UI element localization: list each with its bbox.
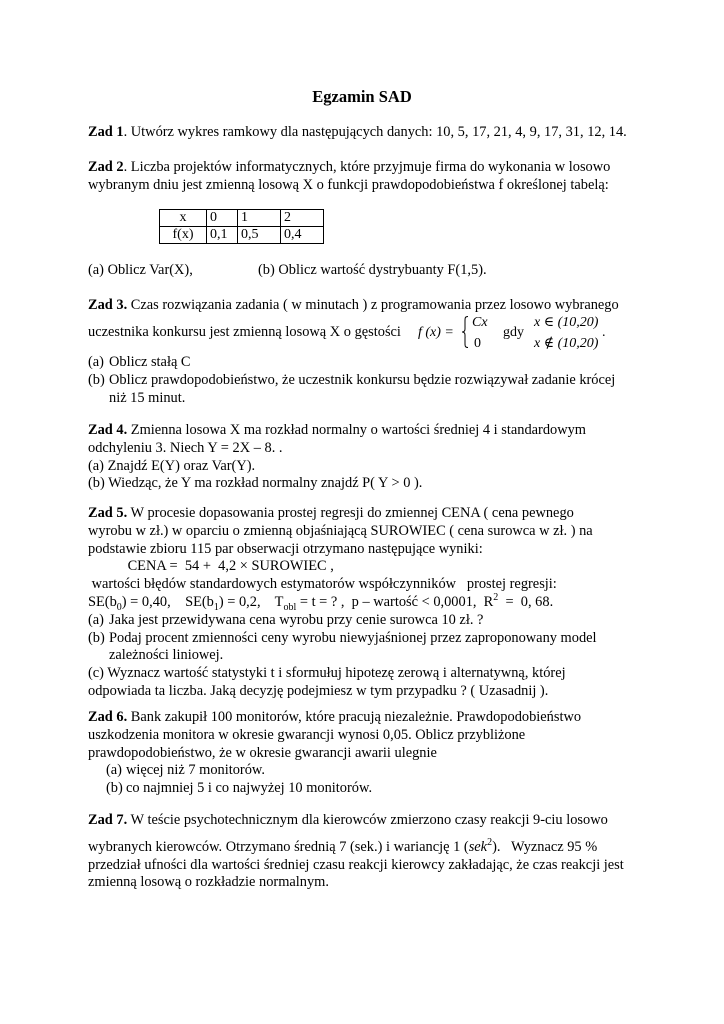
task-6-question-a: więcej niż 7 monitorów. [126, 762, 265, 779]
task-7-line-4: zmienną losową o rozkładzie normalnym. [88, 874, 329, 891]
task-7-line-3: przedział ufności dla wartości średniej czasu reakcji kierowcy zakładając, że czas reakcji jest [88, 856, 624, 873]
task-2-question-b: (b) Oblicz wartość dystrybuanty F(1,5). [258, 262, 487, 278]
task-6-line-3: prawdopodobieństwo, że w okresie gwarancji awarii ulegnie [88, 744, 437, 761]
task-6-line-2: uszkodzenia monitora w okresie gwarancji wynosi 0,05. Oblicz przybliżone [88, 726, 526, 743]
task-5-line-5: wartości błędów standardowych estymatorów współczynników prostej regresji: [88, 576, 557, 593]
task-3-question-a: Oblicz stałą C [109, 354, 191, 370]
task-4 [88, 422, 648, 493]
task-3 [88, 297, 648, 315]
task-3-label: Zad 3. [88, 297, 128, 313]
regression-equation: CENA = 54 + 4,2 × SUROWIEC , [88, 558, 334, 575]
task-7 [88, 812, 648, 892]
table-cell: 0,4 [281, 227, 324, 244]
task-7-line-1: W teście psychotechnicznym dla kierowców zmierzono czasy reakcji 9-ciu losowo [127, 812, 608, 828]
page-title: Egzamin SAD [312, 87, 412, 106]
task-7-label: Zad 7. [88, 812, 128, 828]
task-6-line-1: Bank zakupił 100 monitorów, które pracują niezależnie. Prawdopodobieństwo [127, 709, 582, 725]
task-6-label: Zad 6. [88, 709, 128, 725]
task-3-question-b-cont: niż 15 minut. [109, 389, 186, 406]
task-6-question-b: co najmniej 5 i co najwyżej 10 monitorów. [126, 780, 373, 797]
task-3-question-b: Oblicz prawdopodobieństwo, że uczestnik konkursu będzie rozwiązywał zadanie krócej [109, 371, 616, 388]
task-2-question-a: (a) Oblicz Var(X), [88, 262, 193, 278]
task-2-label: Zad 2 [88, 159, 124, 175]
density-case-2: 0 [474, 336, 481, 351]
task-5: Zad 5. W procesie dopasowania prostej regresji do zmiennej CENA ( cena pewnego wyrobu w zł.) w oparciu o zmienną objaśniającą SUROWIEC ( cena surowca w zł. ) na podstawie zbioru 115 par obserwacji otrzymano następujące wyniki: CENA = 54 + 4,2 × SUROWIEC , wartości błędów standardowych estymatorów współczynników prostej regresji: $SE(b_0) = 0,40$, $SE(b_1) = 0,2$, $T_{obl} = t$ = ? , p – wartość < 0,0001, $R^2 = 0$, 68. (a) Jaka jest przewidywana cena wyrobu przy cenie surowca 10 zł. ? (b) Podaj procent zmienności ceny wyrobu niewyjaśnionej przez zaproponowany model zależności liniowej. (c) Wyznacz wartość statystyki t i sformułuj hipotezę zerową i alternatywną, której odpowiada ta liczba. Jaką decyzję podejmiesz w tym przypadku ? ( Uzasadnij ). [88, 505, 648, 701]
task-5-line-3: podstawie zbioru 115 par obserwacji otrzymano następujące wyniki: [88, 540, 483, 557]
density-period: . [602, 325, 606, 340]
table-cell: x [160, 210, 207, 227]
task-4-question-a: (a) Znajdź E(Y) oraz Var(Y). [88, 457, 256, 474]
task-7-line-2: wybranych kierowców. Otrzymano średnią 7 (sek.) i wariancję 1 (sek$^2$). Wyznacz 95 % [88, 837, 598, 855]
density-case-1: Cx [472, 315, 488, 330]
left-brace-icon [462, 316, 468, 348]
task-4-question-b: (b) Wiedząc, że Y ma rozkład normalny znajdź P( Y > 0 ). [88, 475, 423, 492]
probability-table [159, 209, 324, 244]
task-4-label: Zad 4. [88, 422, 128, 438]
task-3-line-1: Czas rozwiązania zadania ( w minutach ) z programowania przez losowo wybranego [127, 297, 619, 313]
task-5-question-c: (c) Wyznacz wartość statystyki t i sformułuj hipotezę zerową i alternatywną, której [88, 665, 566, 682]
task-2-line-2: wybranym dniu jest zmienną losową X o funkcji prawdopodobieństwa f określonej tabelą: [88, 176, 609, 193]
table-row [160, 210, 324, 227]
task-5-question-b-cont: zależności liniowej. [109, 647, 224, 664]
table-cell: f(x) [160, 227, 207, 244]
task-4-line-1: Zmienna losowa X ma rozkład normalny o wartości średniej 4 i standardowym [127, 422, 586, 438]
task-3-questions: (a) Oblicz stałą C (b) Oblicz prawdopodobieństwo, że uczestnik konkursu będzie rozwiązywał zadanie krócej niż 15 minut. [88, 354, 648, 407]
task-1-text: . Utwórz wykres ramkowy dla następujących danych: 10, 5, 17, 21, 4, 9, 17, 31, 12, 14. [123, 124, 627, 140]
task-1-label: Zad 1 [88, 124, 124, 140]
table-cell: 0 [207, 210, 238, 227]
task-5-line-1: W procesie dopasowania prostej regresji do zmiennej CENA ( cena pewnego [127, 505, 574, 521]
task-5-label: Zad 5. [88, 505, 128, 521]
task-2-line-1: . Liczba projektów informatycznych, które przyjmuje firma do wykonania w losowo [123, 159, 611, 175]
task-2-questions [88, 262, 648, 280]
density-gdy: gdy [503, 325, 524, 340]
density-formula [418, 314, 618, 352]
task-5-question-a: Jaka jest przewidywana cena wyrobu przy cenie surowca 10 zł. ? [109, 611, 484, 628]
task-2 [88, 159, 648, 195]
task-5-question-c-cont: odpowiada ta liczba. Jaką decyzję podejmiesz w tym przypadku ? ( Uzasadnij ). [88, 682, 549, 699]
table-cell: 1 [238, 210, 281, 227]
task-4-line-2: odchyleniu 3. Niech Y = 2X – 8. . [88, 439, 283, 456]
standard-errors: $SE(b_0) = 0,40$, $SE(b_1) = 0,2$, $T_{obl} = t$ = ? , p – wartość < 0,0001, $R^2 = 0$, 68. [88, 592, 554, 613]
density-condition-1: x ∈ (10,20) [534, 315, 599, 330]
task-5-question-b: Podaj procent zmienności ceny wyrobu niewyjaśnionej przez zaproponowany model [109, 629, 597, 646]
table-cell: 0,5 [238, 227, 281, 244]
task-6: Zad 6. Bank zakupił 100 monitorów, które pracują niezależnie. Prawdopodobieństwo uszkodzenia monitora w okresie gwarancji wynosi 0,05. Oblicz przybliżone prawdopodobieństwo, że w okresie gwarancji awarii ulegnie (a) więcej niż 7 monitorów. (b) co najmniej 5 i co najwyżej 10 monitorów. [88, 709, 648, 798]
task-3-line-2: uczestnika konkursu jest zmienną losową X o gęstości [88, 324, 401, 340]
table-row [160, 227, 324, 244]
table-cell: 0,1 [207, 227, 238, 244]
task-1 [88, 124, 648, 142]
density-lhs: f (x) = [418, 325, 454, 340]
task-5-line-2: wyrobu w zł.) w oparciu o zmienną objaśniającą SUROWIEC ( cena surowca w zł. ) na [88, 522, 593, 539]
density-condition-2: x ∉ (10,20) [534, 336, 599, 351]
table-cell: 2 [281, 210, 324, 227]
